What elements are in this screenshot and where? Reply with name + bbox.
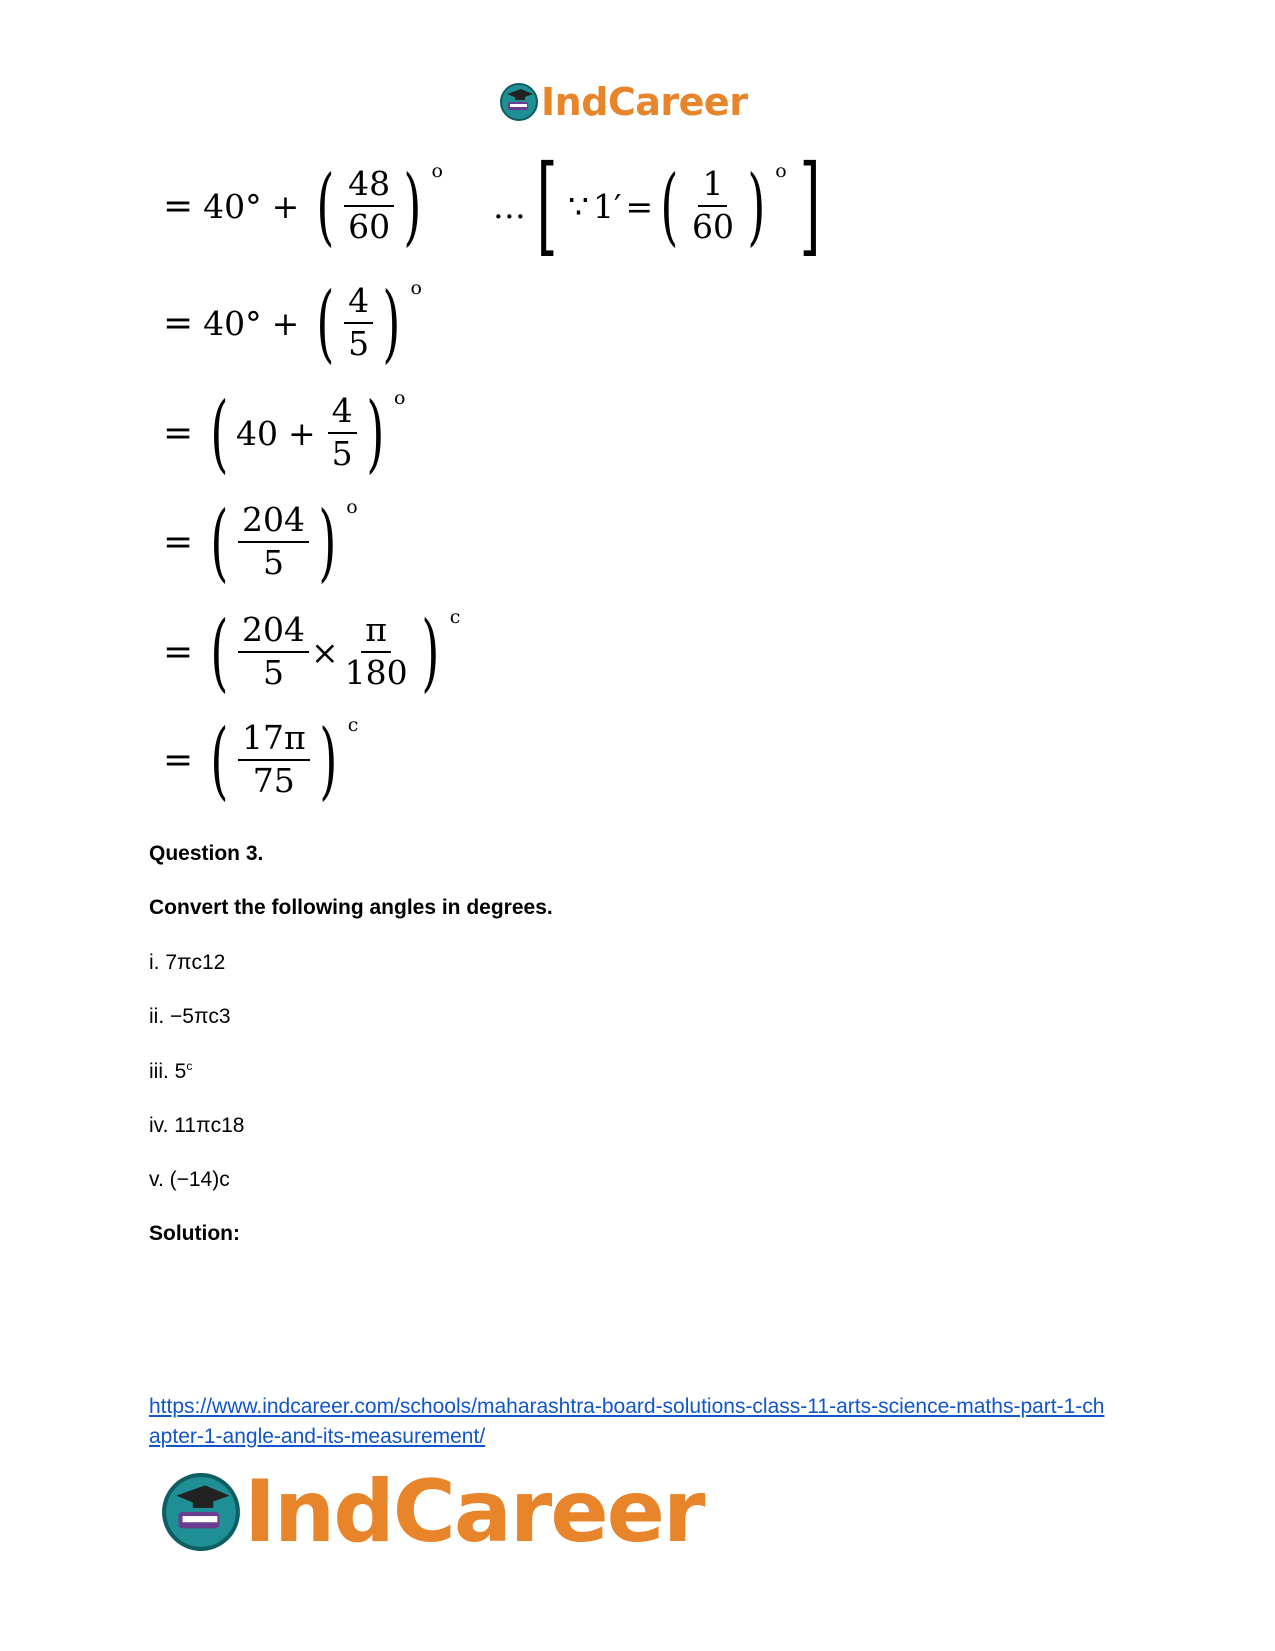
term: 40° <box>203 303 262 343</box>
item-text: iii. 5 <box>149 1060 187 1083</box>
whole-term: 40 <box>235 413 278 453</box>
equals-sign: = <box>625 186 654 226</box>
equals-sign: = <box>163 302 194 344</box>
plus-sign: + <box>271 186 300 226</box>
equals-sign: = <box>163 739 194 781</box>
question-prompt: Convert the following angles in degrees. <box>149 896 553 919</box>
question-item: ii. −5πc3 <box>149 1005 231 1028</box>
parenthesized-fraction: ( $\frac{204}{5}$ ) o <box>210 493 358 591</box>
indcareer-logo-footer <box>160 1462 703 1562</box>
derivation-line-1 <box>163 143 831 268</box>
numerator: 204 <box>238 613 309 653</box>
degree-superscript: o <box>431 160 443 182</box>
question-item: v. (−14)c <box>149 1168 230 1191</box>
radian-superscript: c <box>347 714 359 736</box>
denominator: 75 <box>252 761 295 800</box>
graduation-cap-book-icon <box>499 82 539 122</box>
degree-superscript: o <box>393 387 406 409</box>
degree-superscript: o <box>775 160 787 182</box>
denominator: 60 <box>691 207 734 246</box>
denominator: 5 <box>262 653 284 692</box>
ellipsis: … <box>492 186 526 226</box>
parenthesized-fraction: ( $\frac{4}{5}$ ) o <box>316 274 422 372</box>
denominator: 60 <box>348 207 391 246</box>
parenthesized-fraction: ( $\frac{1}{60}$ ) o <box>660 157 787 255</box>
question-title: Question 3. <box>149 842 264 865</box>
graduation-cap-book-icon <box>160 1471 242 1553</box>
parenthesized-fraction: ( $\frac{48}{60}$ ) o <box>316 157 443 255</box>
radian-superscript: c <box>449 606 461 628</box>
numerator: π <box>361 613 391 653</box>
derivation-line-3 <box>163 384 406 482</box>
radian-superscript: c <box>186 1059 193 1073</box>
numerator: 204 <box>238 503 309 543</box>
denominator: 5 <box>262 543 284 582</box>
degree-superscript: o <box>346 496 358 518</box>
fraction <box>344 164 394 246</box>
question-item: i. 7πc12 <box>149 951 226 974</box>
derivation-line-2 <box>163 274 422 372</box>
parenthesized-expression: ( 40 + $\frac{4}{5}$ ) o <box>210 384 406 482</box>
indcareer-logo-header <box>499 80 747 124</box>
parenthesized-product: ( $\frac{204}{5}$ × $\frac{\pi}{180}$ ) c <box>210 603 461 701</box>
plus-sign: + <box>271 303 300 343</box>
logo-wordmark: IndCareer <box>541 80 748 124</box>
question-item: iv. 11πc18 <box>149 1114 245 1137</box>
numerator: 48 <box>344 167 394 207</box>
derivation-line-4 <box>163 493 358 591</box>
fraction <box>344 281 373 363</box>
equals-sign: = <box>163 521 194 563</box>
reason-bracket: [ ∵ 1′ = ( $\frac{1}{60}$ ) o ] <box>536 143 821 268</box>
derivation-line-5 <box>163 603 461 701</box>
numerator: 1 <box>698 167 727 207</box>
fraction <box>688 164 738 246</box>
logo-wordmark: IndCareer <box>244 1462 704 1562</box>
denominator: 5 <box>348 324 370 363</box>
because-symbol: ∵ <box>568 186 590 226</box>
plus-sign: + <box>287 413 316 453</box>
equals-sign: = <box>163 185 194 227</box>
source-url-link[interactable]: https://www.indcareer.com/schools/maharashtra-board-solutions-class-11-arts-science-maths-part-1-chapter-1-angle-and-its-measurement/ <box>149 1395 1105 1448</box>
term: 40° <box>203 186 262 226</box>
solution-label: Solution: <box>149 1222 240 1245</box>
parenthesized-fraction: ( $\frac{17\pi}{75}$ ) c <box>210 711 359 809</box>
fraction <box>238 500 309 582</box>
derivation-line-6 <box>163 711 359 809</box>
numerator: 4 <box>328 394 357 434</box>
fraction <box>238 718 310 800</box>
fraction <box>238 610 309 692</box>
denominator: 5 <box>331 434 353 473</box>
equals-sign: = <box>163 412 194 454</box>
fraction <box>341 610 412 692</box>
fraction <box>328 391 357 473</box>
numerator: 17π <box>238 721 310 761</box>
numerator: 4 <box>344 284 373 324</box>
question-item <box>149 1059 192 1084</box>
denominator: 180 <box>344 653 408 692</box>
times-sign: × <box>310 632 339 672</box>
degree-superscript: o <box>410 277 422 299</box>
one-minute: 1′ <box>593 186 622 226</box>
equals-sign: = <box>163 631 194 673</box>
